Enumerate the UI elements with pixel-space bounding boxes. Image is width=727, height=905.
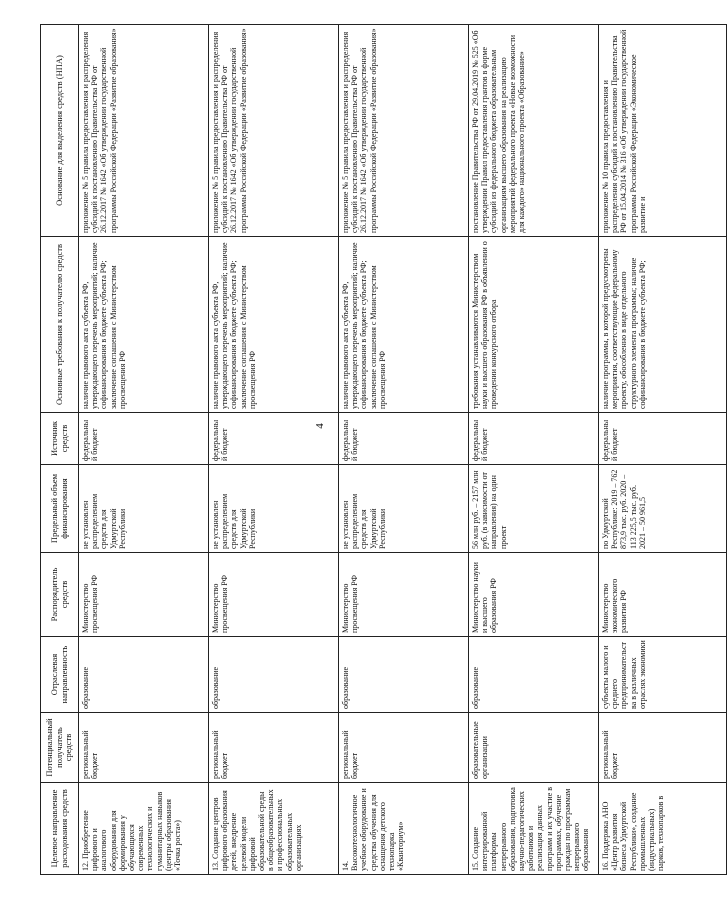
header-purpose: Целевое направление расходования средств xyxy=(41,783,79,875)
cell-source: федеральный бюджет xyxy=(79,413,209,465)
cell-sector: образование xyxy=(339,637,469,713)
header-requirements: Основные требования к получателю средств xyxy=(41,237,79,413)
cell-sector: образование xyxy=(209,637,339,713)
header-basis: Основание для выделения средств (НПА) xyxy=(41,25,79,237)
cell-basis: приложение № 10 правила предоставления и распределения субсидий к постановлению Правительства РФ от 15.04.2014 № 316 «Об утверждении государственной программы Российской Федерации «Экономическое развитие и xyxy=(599,25,727,237)
header-source: Источник средств xyxy=(41,413,79,465)
cell-limit: не установлен распределением средств для Удмуртской Республики xyxy=(209,465,339,553)
cell-purpose: 13. Создание центров цифрового образования детей, внедрение целевой модели цифровой образовательной среды в общеобразовательных и профессиональных образовательных организациях xyxy=(209,783,339,875)
cell-recipient: региональный бюджет xyxy=(209,713,339,783)
cell-recipient: региональный бюджет xyxy=(339,713,469,783)
cell-requirements: наличие правового акта субъекта РФ, утверждающего перечень мероприятий; наличие софинансирования в бюджете субъекта РФ; заключение соглашения с Министерством просвещения РФ xyxy=(209,237,339,413)
cell-sector: образование xyxy=(469,637,599,713)
cell-source: федеральный бюджет xyxy=(469,413,599,465)
cell-source: федеральный бюджет xyxy=(209,413,339,465)
cell-recipient: региональный бюджет xyxy=(599,713,727,783)
cell-recipient: образовательные организации xyxy=(469,713,599,783)
cell-source: федеральный бюджет xyxy=(599,413,727,465)
cell-source: федеральный бюджет xyxy=(339,413,469,465)
table-row xyxy=(209,25,339,875)
cell-purpose: 16. Поддержка АНО «Центр развития бизнеса Удмуртской Республики», создание промышленных (индустриальных) парков, технопарков в xyxy=(599,783,727,875)
cell-basis: приложение № 5 правила предоставления и распределения субсидий к постановлению Правительства РФ от 26.12.2017 № 1642 «Об утверждении государственной программы Российской Федерации «Развитие образования» xyxy=(209,25,339,237)
cell-requirements: требования устанавливаются Министерством науки и высшего образования РФ в объявлении о проведении конкурсного отбора xyxy=(469,237,599,413)
cell-recipient: региональный бюджет xyxy=(79,713,209,783)
cell-manager: Министерство экономического развития РФ xyxy=(599,553,727,637)
table-row xyxy=(79,25,209,875)
cell-requirements: наличие правового акта субъекта РФ, утверждающего перечень мероприятий; наличие софинансирования в бюджете субъекта РФ; заключение соглашения с Министерством просвещения РФ xyxy=(339,237,469,413)
cell-manager: Министерство просвещения РФ xyxy=(339,553,469,637)
page-number: 4 xyxy=(314,423,326,429)
cell-requirements: наличие программы, в которой предусмотрены мероприятия, соответствующие федеральному проекту, обособленно в виде отдельного структурного элемента программы; наличие софинансирования в бюджете субъекта РФ; xyxy=(599,237,727,413)
cell-basis: постановление Правительства РФ от 29.04.2019 № 525 «Об утверждении Правил предоставления грантов в форме субсидий из федерального бюджета образовательным организациям высшего образования на реализацию мероприятий федерального проекта «Новые возможности для каждого» национального проекта «Образование» xyxy=(469,25,599,237)
cell-manager: Министерство просвещения РФ xyxy=(79,553,209,637)
cell-limit: по Удмуртской Республике: 2019 – 762 873,9 тыс. руб. 2020 – 113 225,5 тыс. руб. 2021 – 50 961,5 xyxy=(599,465,727,553)
cell-manager: Министерство науки и высшего образования РФ xyxy=(469,553,599,637)
table-row xyxy=(599,25,727,875)
cell-basis: приложение № 5 правила предоставления и распределения субсидий к постановлению Правительства РФ от 26.12.2017 № 1642 «Об утверждении государственной программы Российской Федерации «Развитие образования» xyxy=(339,25,469,237)
header-manager: Распорядитель средств xyxy=(41,553,79,637)
table-row xyxy=(339,25,469,875)
cell-purpose: 14. Высокотехнологичное учебное оборудование и средства обучения для оснащения детского технопарка «Кванториум» xyxy=(339,783,469,875)
cell-purpose: 12. Приобретение цифрового и аналогового оборудования для формирования у обучающихся современных технологических и гуманитарных навыков (центры образования «Точка роста») xyxy=(79,783,209,875)
cell-basis: приложение № 5 правила предоставления и распределения субсидий к постановлению Правительства РФ от 26.12.2017 № 1642 «Об утверждении государственной программы Российской Федерации «Развитие образования» xyxy=(79,25,209,237)
cell-sector: субъекты малого и среднего предпринимательства в различных отраслях экономики xyxy=(599,637,727,713)
cell-purpose: 15. Создание интегрированной платформы непрерывного образования, подготовка научно-педагогических работников и реализация данных программ и их участие в программах, обучение граждан по программам непрерывного образования xyxy=(469,783,599,875)
cell-manager: Министерство просвещения РФ xyxy=(209,553,339,637)
cell-sector: образование xyxy=(79,637,209,713)
cell-limit: не установлен распределением средств для Удмуртской Республики xyxy=(339,465,469,553)
header-limit: Предельный объем финансирования xyxy=(41,465,79,553)
rotated-table-wrapper xyxy=(40,25,666,875)
cell-limit: не установлен распределением средств для Удмуртской Республики xyxy=(79,465,209,553)
header-row xyxy=(41,25,79,875)
funding-table xyxy=(40,24,727,875)
cell-requirements: наличие правового акта субъекта РФ, утверждающего перечень мероприятий; наличие софинансирования в бюджете субъекта РФ; заключение соглашения с Министерством просвещения РФ xyxy=(79,237,209,413)
table-row xyxy=(469,25,599,875)
header-sector: Отраслевая направленность xyxy=(41,637,79,713)
cell-limit: 56 млн руб. – 2157 млн руб. (в зависимости от направления) на один проект xyxy=(469,465,599,553)
header-recipient: Потенциальный получатель средств xyxy=(41,713,79,783)
